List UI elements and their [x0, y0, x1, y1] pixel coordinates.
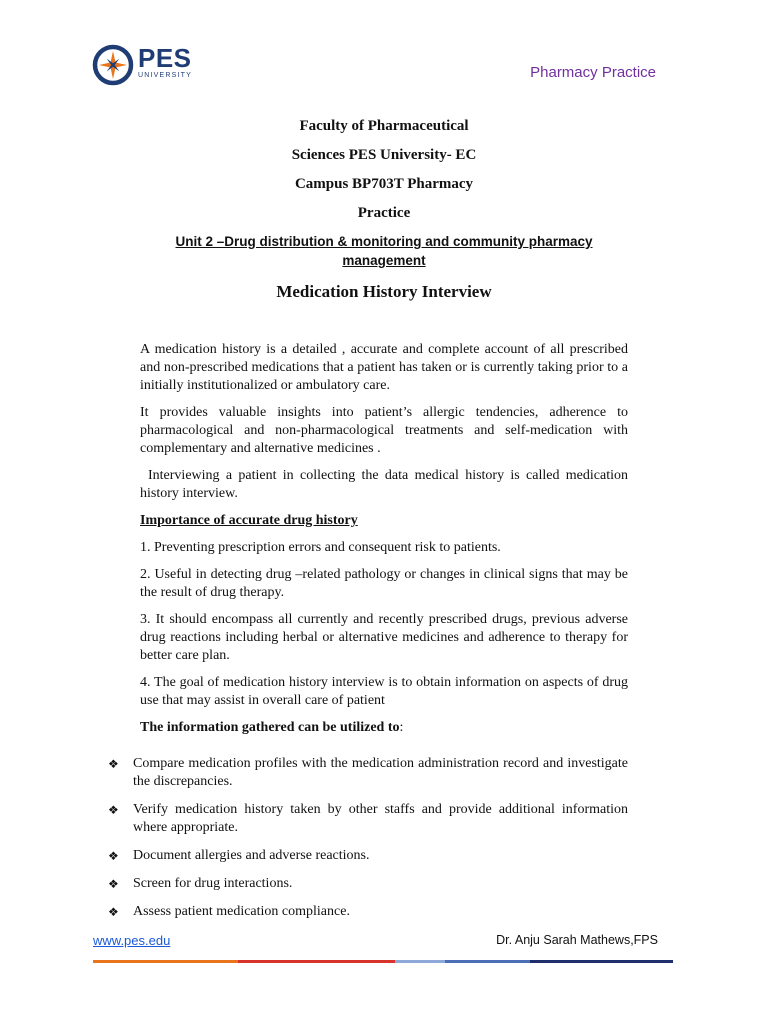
faculty-line-2: Sciences PES University- EC [291, 147, 477, 163]
point-1: 1. Preventing prescription errors and consequent risk to patients. [140, 540, 501, 555]
footer-bar-segment [395, 960, 445, 963]
point-4: 4. The goal of medication history interview is to obtain information on aspects of drug use that may assist in overall care of patient [140, 675, 628, 708]
footer-website-link[interactable]: www.pes.edu [93, 933, 171, 948]
faculty-line-4: Practice [357, 205, 411, 221]
paragraph-definition: A medication history is a detailed , accurate and complete account of all prescribed and non-prescribed medications that a patient has taken or is currently taking prior to a initially institutionalized or ambulatory care. [140, 342, 628, 393]
footer-bar-segment [530, 960, 673, 963]
four-diamond-bullet-icon: ❖ [108, 877, 119, 891]
list-item: ❖ Compare medication profiles with the medication administration record and investigate the discrepancies. [108, 756, 628, 789]
footer-bar-segment [93, 960, 238, 963]
importance-heading: Importance of accurate drug history [140, 513, 358, 528]
four-diamond-bullet-icon: ❖ [108, 849, 119, 863]
document-body [140, 341, 628, 746]
paragraph-interview: Interviewing a patient in collecting the data medical history is called medication history interview. [140, 468, 628, 501]
point-3: 3. It should encompass all currently and recently prescribed drugs, previous adverse drug reactions including herbal or alternative medicines and adherence to therapy for better care plan. [140, 612, 628, 663]
utilized-heading [140, 719, 628, 737]
unit-heading-line-1: Unit 2 –Drug distribution & monitoring and community pharmacy [175, 234, 593, 249]
paragraph-insights: It provides valuable insights into patient’s allergic tendencies, adherence to pharmacological and non-pharmacological treatments and self-medication with complementary and alternative medicines . [140, 405, 628, 456]
faculty-line-1: Faculty of Pharmaceutical [299, 118, 469, 134]
compass-star-icon [92, 44, 134, 86]
logo-wordmark: PES [138, 43, 192, 73]
list-item: ❖ Document allergies and adverse reactions. [108, 848, 370, 863]
pes-university-logo [92, 42, 202, 88]
logo-subtitle: UNIVERSITY [138, 72, 193, 79]
four-diamond-bullet-icon: ❖ [108, 905, 119, 919]
four-diamond-bullet-icon: ❖ [108, 757, 119, 771]
footer-author: Dr. Anju Sarah Mathews,FPS [496, 933, 658, 947]
list-item: ❖ Verify medication history taken by other staffs and provide additional information where appropriate. [108, 802, 628, 835]
footer-bar-segment [238, 960, 395, 963]
four-diamond-bullet-icon: ❖ [108, 803, 119, 817]
unit-heading-line-2: management [342, 253, 426, 268]
utilization-list [106, 755, 628, 931]
utilized-heading-colon: : [399, 720, 404, 735]
point-2: 2. Useful in detecting drug –related pathology or changes in clinical signs that may be the result of drug therapy. [140, 567, 628, 600]
unit-heading [140, 232, 628, 270]
faculty-line-3: Campus BP703T Pharmacy [294, 176, 474, 192]
list-item: ❖ Assess patient medication compliance. [108, 904, 350, 919]
footer-bar-segment [445, 960, 530, 963]
footer-color-bar [93, 960, 673, 963]
utilized-heading-text: The information gathered can be utilized to [140, 720, 400, 735]
list-item: ❖ Screen for drug interactions. [108, 876, 293, 891]
header-subject: Pharmacy Practice [530, 64, 656, 81]
document-title: Medication History Interview [276, 282, 492, 301]
